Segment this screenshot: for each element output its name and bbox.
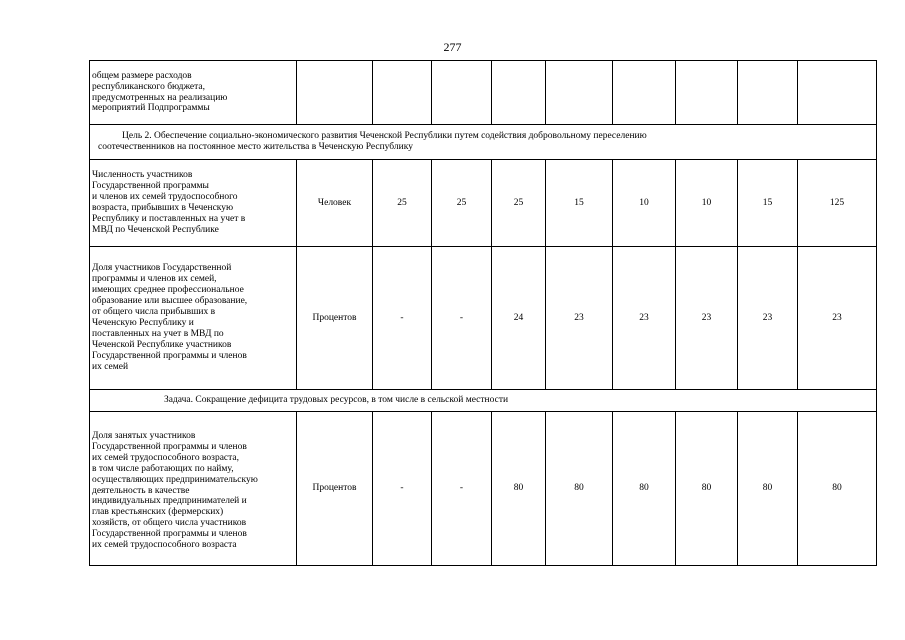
indicator-value bbox=[676, 61, 738, 125]
indicator-value bbox=[492, 61, 546, 125]
page-number: 277 bbox=[443, 40, 462, 54]
task-title: Задача. Сокращение дефицита трудовых ресурсов, в том числе в сельской местности bbox=[164, 395, 509, 406]
indicator-value: 80 bbox=[546, 412, 613, 566]
table-row bbox=[90, 412, 877, 566]
indicator-value: 23 bbox=[676, 247, 738, 390]
indicator-value: 125 bbox=[798, 160, 877, 247]
indicator-description: общем размере расходов республиканского бюджета, предусмотренных на реализацию мероприятий Подпрограммы bbox=[90, 61, 297, 125]
task-section-header bbox=[90, 390, 877, 412]
table-row bbox=[90, 61, 877, 125]
indicator-value: 80 bbox=[492, 412, 546, 566]
indicator-value: 15 bbox=[546, 160, 613, 247]
indicator-value: 25 bbox=[373, 160, 432, 247]
indicator-value: 80 bbox=[738, 412, 798, 566]
indicator-value bbox=[432, 61, 492, 125]
indicators-table bbox=[89, 60, 877, 566]
indicator-value: 80 bbox=[798, 412, 877, 566]
indicator-value: 80 bbox=[613, 412, 676, 566]
indicator-value: 80 bbox=[676, 412, 738, 566]
indicator-value: 25 bbox=[432, 160, 492, 247]
indicator-value: 23 bbox=[798, 247, 877, 390]
indicator-value: 10 bbox=[613, 160, 676, 247]
indicator-value: 25 bbox=[492, 160, 546, 247]
indicator-value: 15 bbox=[738, 160, 798, 247]
table-row bbox=[90, 125, 877, 160]
indicator-value: 23 bbox=[738, 247, 798, 390]
table-row bbox=[90, 247, 877, 390]
indicator-unit: Процентов bbox=[297, 412, 373, 566]
indicator-value: - bbox=[432, 247, 492, 390]
table-row bbox=[90, 390, 877, 412]
goal-title-line2: соотечественников на постоянное место жительства в Чеченскую Республику bbox=[98, 142, 413, 152]
indicator-unit: Человек bbox=[297, 160, 373, 247]
indicator-value bbox=[546, 61, 613, 125]
indicator-value: - bbox=[373, 247, 432, 390]
indicator-description: Доля занятых участников Государственной программы и членов их семей трудоспособного возраста, в том числе работающих по найму, осуществляющих предпринимательскую деятельность в качестве индивидуальных предпринимателей и глав крестьянских (фермерских) хозяйств, от общего числа участников Государственной программы и членов их семей трудоспособного возраста bbox=[90, 412, 297, 566]
indicator-value bbox=[738, 61, 798, 125]
indicator-unit: Процентов bbox=[297, 247, 373, 390]
indicator-value bbox=[373, 61, 432, 125]
indicator-value: 24 bbox=[492, 247, 546, 390]
goal-section-header bbox=[90, 125, 877, 160]
indicator-value: 23 bbox=[546, 247, 613, 390]
goal-title-line1: Цель 2. Обеспечение социально-экономического развития Чеченской Республики путем содействия добровольному переселению bbox=[122, 131, 647, 142]
indicator-value: 10 bbox=[676, 160, 738, 247]
indicator-description: Доля участников Государственной программы и членов их семей, имеющих среднее профессиональное образование или высшее образование, от общего числа прибывших в Чеченскую Республику и поставленных на учет в МВД по Чеченской Республике участников Государственной программы и членов их семей bbox=[90, 247, 297, 390]
indicator-value: 23 bbox=[613, 247, 676, 390]
indicator-value bbox=[613, 61, 676, 125]
indicator-description: Численность участников Государственной программы и членов их семей трудоспособного возраста, прибывших в Чеченскую Республику и поставленных на учет в МВД по Чеченской Республике bbox=[90, 160, 297, 247]
indicator-value: - bbox=[373, 412, 432, 566]
indicator-value bbox=[798, 61, 877, 125]
indicator-unit bbox=[297, 61, 373, 125]
table-row bbox=[90, 160, 877, 247]
indicator-value: - bbox=[432, 412, 492, 566]
